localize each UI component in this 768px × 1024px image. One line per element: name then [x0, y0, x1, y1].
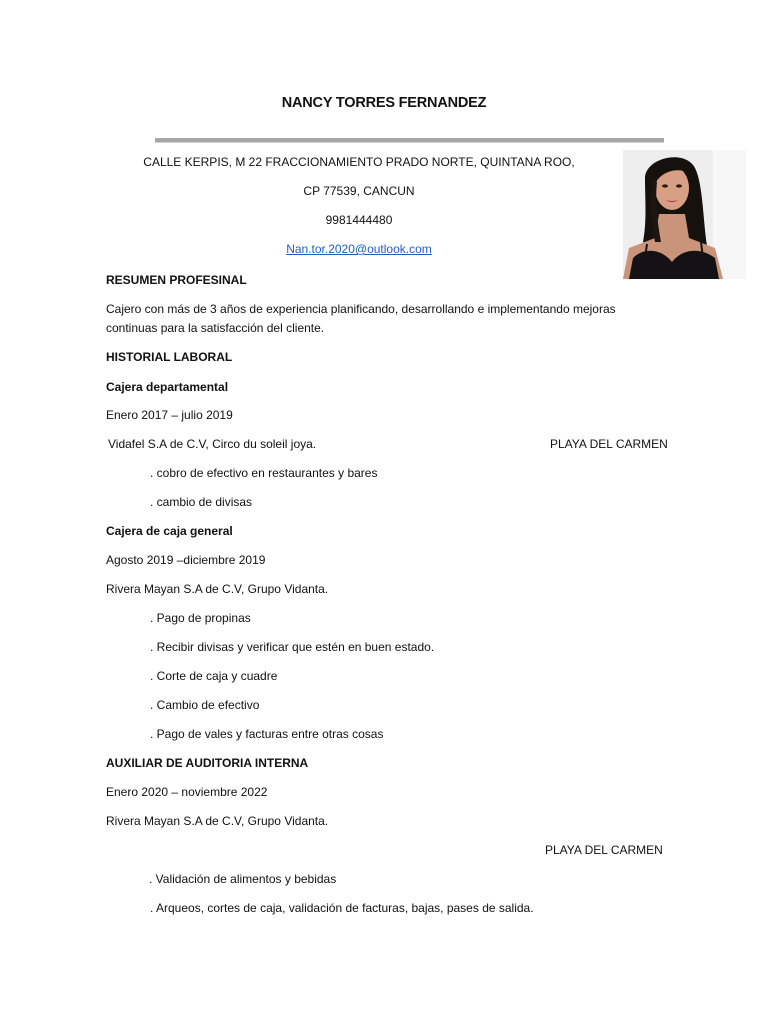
job-task: . cobro de efectivo en restaurantes y bares	[150, 466, 378, 480]
email-link[interactable]: Nan.tor.2020@outlook.com	[286, 242, 432, 256]
summary-text-line-2: continuas para la satisfacción del cliente.	[106, 321, 325, 335]
job-task: . Cambio de efectivo	[150, 698, 260, 712]
phone-number: 9981444480	[325, 213, 393, 227]
job-dates: Enero 2017 – julio 2019	[106, 408, 233, 422]
job-title: Cajera departamental	[106, 380, 229, 394]
job-dates: Agosto 2019 –diciembre 2019	[106, 553, 266, 567]
job-dates: Enero 2020 – noviembre 2022	[106, 785, 268, 799]
profile-photo	[623, 150, 746, 279]
address-line-1: CALLE KERPIS, M 22 FRACCIONAMIENTO PRADO NORTE, QUINTANA ROO,	[143, 155, 575, 169]
job-task: . Recibir divisas y verificar que estén en buen estado.	[150, 640, 435, 654]
job-location: PLAYA DEL CARMEN	[550, 437, 668, 451]
candidate-name: NANCY TORRES FERNANDEZ	[281, 95, 487, 111]
job-task: . Arqueos, cortes de caja, validación de facturas, bajas, pases de salida.	[150, 901, 534, 915]
email-row	[0, 242, 718, 256]
summary-heading: RESUMEN PROFESINAL	[106, 273, 247, 287]
job-title: Cajera de caja general	[106, 524, 233, 538]
job-task: . Validación de alimentos y bebidas	[149, 872, 337, 886]
job-task: . cambio de divisas	[150, 495, 253, 509]
job-company: Rivera Mayan S.A de C.V, Grupo Vidanta.	[106, 582, 329, 596]
job-company: Rivera Mayan S.A de C.V, Grupo Vidanta.	[106, 814, 329, 828]
job-title: AUXILIAR DE AUDITORIA INTERNA	[106, 756, 309, 770]
history-heading: HISTORIAL LABORAL	[106, 350, 233, 364]
job-task: . Pago de propinas	[150, 611, 251, 625]
profile-photo-illustration	[623, 150, 746, 279]
header-divider	[155, 138, 664, 143]
job-task: . Pago de vales y facturas entre otras cosas	[150, 727, 384, 741]
job-task: . Corte de caja y cuadre	[150, 669, 278, 683]
job-company: Vidafel S.A de C.V, Circo du soleil joya.	[108, 437, 317, 451]
job-location: PLAYA DEL CARMEN	[545, 843, 663, 857]
address-line-2: CP 77539, CANCUN	[303, 184, 415, 198]
summary-text-line-1: Cajero con más de 3 años de experiencia planificando, desarrollando e implementando mejoras	[106, 302, 616, 316]
